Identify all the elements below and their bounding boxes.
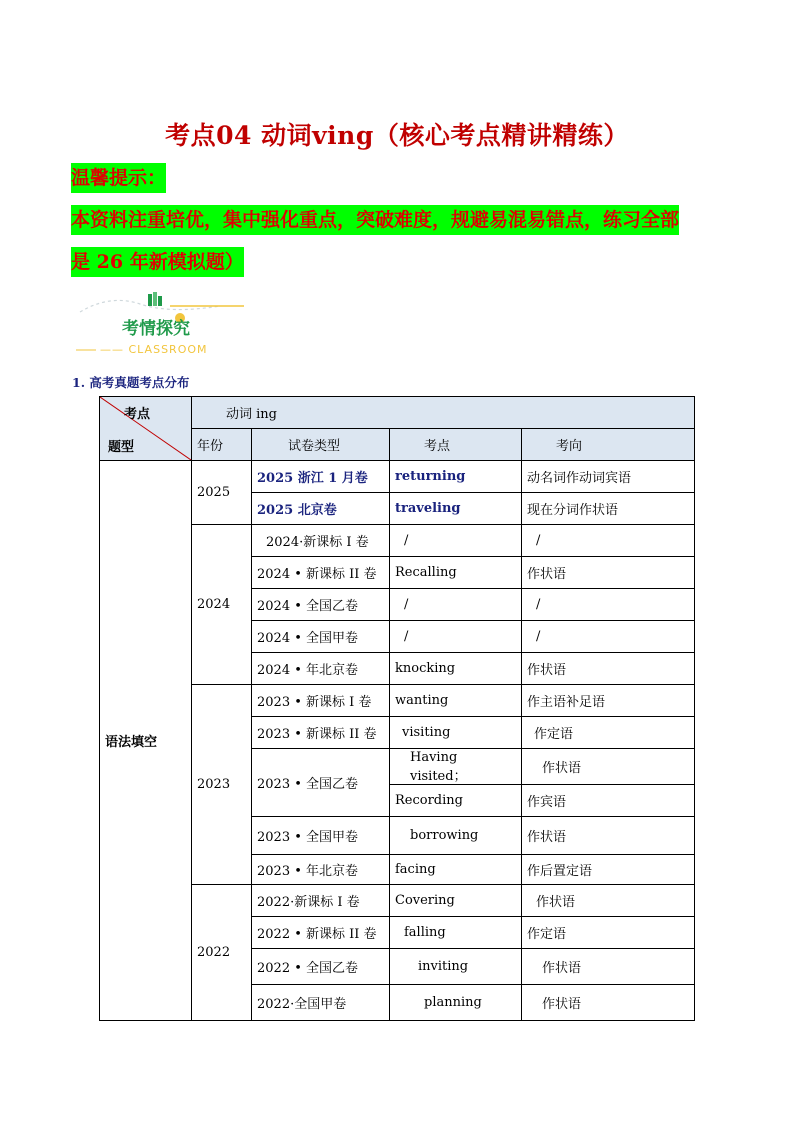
paper-cell: 2024·新课标 I 卷 [252,525,390,557]
year-cell: 2024 [192,525,252,685]
paper-cell: 2022·新课标 I 卷 [252,885,390,917]
paper-cell: 2023 • 新课标 II 卷 [252,717,390,749]
paper-cell: 2023 • 新课标 I 卷 [252,685,390,717]
point-cell: / [390,589,522,621]
point-cell: traveling [390,493,522,525]
direction-cell: 作状语 [522,949,695,985]
point-cell: knocking [390,653,522,685]
direction-cell: 作后置定语 [522,855,695,885]
table-corner [100,397,192,461]
section-badge [70,288,250,358]
direction-cell: / [522,621,695,653]
point-cell: Recalling [390,557,522,589]
direction-cell: 作宾语 [522,785,695,817]
paper-cell: 2023 • 全国乙卷 [252,749,390,817]
exam-distribution-table [99,396,695,1021]
tip-line-2 [71,247,244,277]
point-cell: wanting [390,685,522,717]
point-cell: borrowing [390,817,522,855]
topic-header: 动词 ing [192,397,695,429]
point-cell: inviting [390,949,522,985]
year-cell: 2023 [192,685,252,885]
paper-cell: 2023 • 年北京卷 [252,855,390,885]
direction-cell: 作状语 [522,817,695,855]
direction-cell: 作状语 [522,885,695,917]
point-cell: / [390,621,522,653]
point-cell: / [390,525,522,557]
category-cell: 语法填空 [100,461,192,1021]
point-cell: Having visited； [390,749,522,785]
direction-cell: 作状语 [522,557,695,589]
direction-cell: 作定语 [522,717,695,749]
year-cell: 2022 [192,885,252,1021]
point-cell: returning [390,461,522,493]
direction-cell: / [522,589,695,621]
direction-cell: 作状语 [522,653,695,685]
direction-cell: 作定语 [522,917,695,949]
paper-cell: 2025 浙江 1 月卷 [252,461,390,493]
paper-cell: 2024 • 全国甲卷 [252,621,390,653]
paper-cell: 2024 • 全国乙卷 [252,589,390,621]
section-title: 1. 高考真题考点分布 [72,375,190,390]
point-cell: falling [390,917,522,949]
corner-top-label: 考点 [124,407,151,422]
tip-line-2-post: 年新模拟题） [129,251,244,273]
year-cell: 2025 [192,461,252,525]
paper-cell: 2025 北京卷 [252,493,390,525]
direction-cell: 现在分词作状语 [522,493,695,525]
tip-line-1: 本资料注重培优，集中强化重点，突破难度，规避易混易错点，练习全部 [71,205,679,235]
corner-bottom-label: 题型 [108,440,135,455]
badge-subtitle: —— CLASSROOM [100,343,208,356]
direction-cell: 作状语 [522,985,695,1021]
paper-cell: 2022 • 新课标 II 卷 [252,917,390,949]
paper-cell: 2024 • 新课标 II 卷 [252,557,390,589]
header-direction: 考向 [522,429,695,461]
direction-cell: 作主语补足语 [522,685,695,717]
tip-line-2-pre: 是 [71,251,91,273]
tip-label: 温馨提示： [71,163,166,193]
header-point: 考点 [390,429,522,461]
header-paper: 试卷类型 [252,429,390,461]
point-cell: visiting [390,717,522,749]
point-cell: Recording [390,785,522,817]
direction-cell: 动名词作动词宾语 [522,461,695,493]
paper-cell: 2023 • 全国甲卷 [252,817,390,855]
paper-cell: 2024 • 年北京卷 [252,653,390,685]
paper-cell: 2022·全国甲卷 [252,985,390,1021]
direction-cell: / [522,525,695,557]
point-cell: facing [390,855,522,885]
point-cell: Covering [390,885,522,917]
page-title: 考点04 动词ving（核心考点精讲精练） [165,121,629,150]
point-cell: planning [390,985,522,1021]
header-year: 年份 [192,429,252,461]
badge-caption: 考情探究 [122,319,190,339]
paper-cell: 2022 • 全国乙卷 [252,949,390,985]
tip-line-2-number: 26 [96,251,124,273]
direction-cell: 作状语 [522,749,695,785]
